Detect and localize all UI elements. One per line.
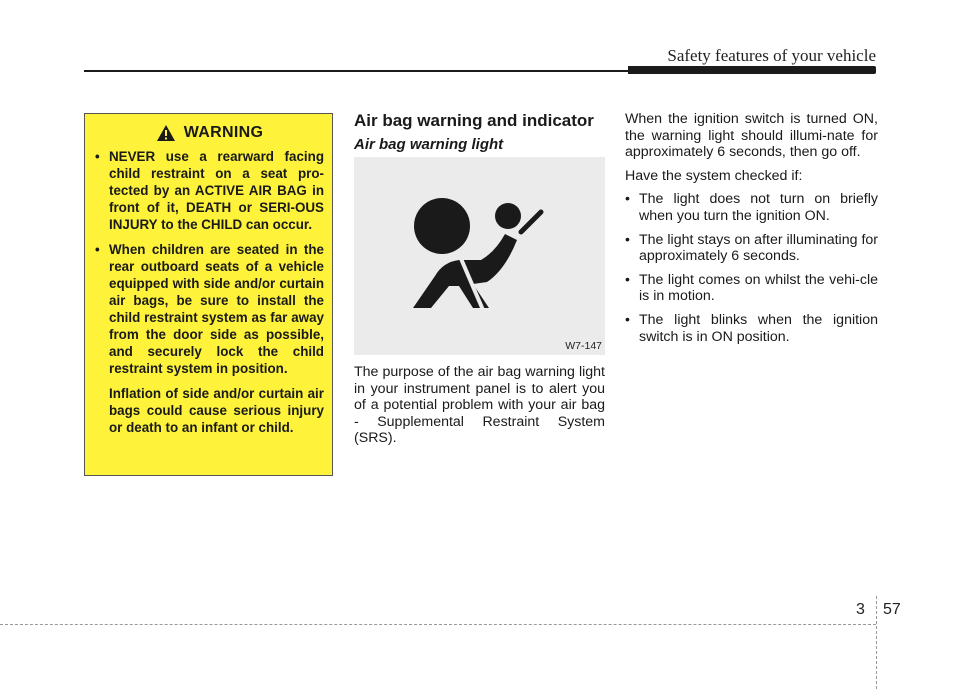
check-item bbox=[625, 312, 878, 345]
section-title: Air bag warning and indicator bbox=[354, 111, 594, 130]
bullet: • bbox=[95, 242, 100, 257]
header-bar bbox=[628, 66, 876, 74]
warning-title: WARNING bbox=[183, 124, 264, 141]
warning-triangle-icon bbox=[156, 124, 176, 142]
bullet: • bbox=[625, 191, 630, 208]
warning-box bbox=[84, 113, 333, 476]
bullet: • bbox=[625, 231, 630, 248]
bullet: • bbox=[95, 149, 100, 164]
figure-code: W7-147 bbox=[565, 340, 602, 352]
page-section-number: 3 bbox=[856, 601, 865, 618]
warning-header bbox=[95, 124, 324, 142]
check-item-text: The light does not turn on briefly when you turn the ignition ON. bbox=[639, 191, 878, 224]
section-body: The purpose of the air bag warning light in your instrument panel is to alert you of a potential problem with your air bag - Supplemental Restraint System (SRS). bbox=[354, 364, 605, 447]
warning-item-text: When children are seated in the rear outboard seats of a vehicle equipped with side and/or curtain air bags, be sure to install the child restraint system as far away from the door side as possible, and securely lock the child restraint system in position. bbox=[109, 242, 324, 376]
check-item-text: The light blinks when the ignition switch is in ON position. bbox=[639, 311, 878, 345]
warning-item-text: NEVER use a rearward facing child restraint on a seat pro-tected by an ACTIVE AIR BAG in front of it, DEATH or SERI-OUS INJURY to the CHILD can occur. bbox=[109, 149, 324, 232]
check-item-text: The light stays on after illuminating for approximately 6 seconds. bbox=[639, 231, 878, 265]
airbag-warning-icon bbox=[409, 190, 549, 320]
bullet: • bbox=[625, 271, 630, 288]
warning-item bbox=[95, 148, 324, 233]
footer-divider bbox=[876, 596, 877, 689]
bullet: • bbox=[625, 311, 630, 328]
check-item bbox=[625, 191, 878, 224]
footer-rule bbox=[0, 624, 876, 625]
airbag-figure bbox=[354, 157, 605, 355]
check-item bbox=[625, 232, 878, 265]
right-column bbox=[625, 111, 878, 352]
intro-paragraph: When the ignition switch is turned ON, the warning light should illumi-nate for approximately 6 seconds, then go off. bbox=[625, 111, 878, 161]
check-heading: Have the system checked if: bbox=[625, 167, 803, 184]
warning-item bbox=[95, 241, 324, 377]
check-item-text: The light comes on whilst the vehi-cle is in motion. bbox=[639, 271, 878, 305]
check-item bbox=[625, 272, 878, 305]
warning-continuation: Inflation of side and/or curtain air bags could cause serious injury or death to an infant or child. bbox=[109, 386, 324, 435]
header-title: Safety features of your vehicle bbox=[667, 46, 876, 65]
section-subtitle: Air bag warning light bbox=[354, 136, 504, 153]
header-rule bbox=[84, 70, 628, 72]
page-number: 57 bbox=[883, 601, 901, 618]
